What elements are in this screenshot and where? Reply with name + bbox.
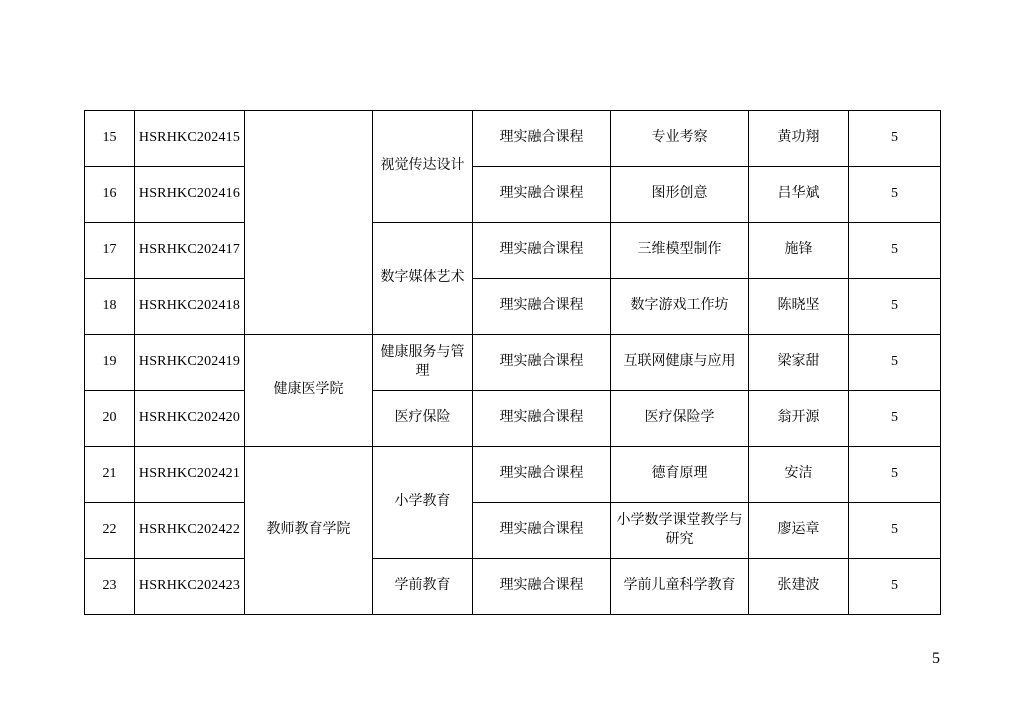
course-table-container bbox=[84, 110, 940, 615]
cell-credit: 5 bbox=[849, 559, 941, 615]
cell-code: HSRHKC202415 bbox=[135, 111, 245, 167]
cell-course-type: 理实融合课程 bbox=[473, 559, 611, 615]
cell-credit: 5 bbox=[849, 503, 941, 559]
cell-teacher: 梁家甜 bbox=[749, 335, 849, 391]
table-row bbox=[85, 279, 941, 335]
cell-course-name: 三维模型制作 bbox=[611, 223, 749, 279]
cell-department: 健康医学院 bbox=[245, 335, 373, 447]
table-row bbox=[85, 167, 941, 223]
cell-major: 视觉传达设计 bbox=[373, 111, 473, 223]
table-row bbox=[85, 335, 941, 391]
cell-course-name: 图形创意 bbox=[611, 167, 749, 223]
cell-course-type: 理实融合课程 bbox=[473, 335, 611, 391]
cell-code: HSRHKC202417 bbox=[135, 223, 245, 279]
cell-credit: 5 bbox=[849, 111, 941, 167]
cell-teacher: 黄功翔 bbox=[749, 111, 849, 167]
cell-course-name: 小学数学课堂教学与研究 bbox=[611, 503, 749, 559]
cell-major: 数字媒体艺术 bbox=[373, 223, 473, 335]
cell-course-type: 理实融合课程 bbox=[473, 167, 611, 223]
cell-code: HSRHKC202422 bbox=[135, 503, 245, 559]
cell-index: 18 bbox=[85, 279, 135, 335]
cell-course-type: 理实融合课程 bbox=[473, 447, 611, 503]
cell-credit: 5 bbox=[849, 391, 941, 447]
table-row bbox=[85, 559, 941, 615]
cell-index: 22 bbox=[85, 503, 135, 559]
cell-code: HSRHKC202423 bbox=[135, 559, 245, 615]
cell-index: 17 bbox=[85, 223, 135, 279]
cell-major: 小学教育 bbox=[373, 447, 473, 559]
cell-major: 医疗保险 bbox=[373, 391, 473, 447]
cell-teacher: 张建波 bbox=[749, 559, 849, 615]
cell-department bbox=[245, 111, 373, 335]
cell-course-type: 理实融合课程 bbox=[473, 111, 611, 167]
cell-teacher: 安洁 bbox=[749, 447, 849, 503]
cell-index: 19 bbox=[85, 335, 135, 391]
cell-credit: 5 bbox=[849, 167, 941, 223]
page-number: 5 bbox=[932, 650, 940, 667]
cell-code: HSRHKC202416 bbox=[135, 167, 245, 223]
table-row bbox=[85, 391, 941, 447]
cell-credit: 5 bbox=[849, 335, 941, 391]
cell-major: 健康服务与管理 bbox=[373, 335, 473, 391]
cell-index: 15 bbox=[85, 111, 135, 167]
cell-major: 学前教育 bbox=[373, 559, 473, 615]
cell-department: 教师教育学院 bbox=[245, 447, 373, 615]
cell-index: 20 bbox=[85, 391, 135, 447]
cell-teacher: 吕华斌 bbox=[749, 167, 849, 223]
cell-course-type: 理实融合课程 bbox=[473, 223, 611, 279]
cell-course-name: 互联网健康与应用 bbox=[611, 335, 749, 391]
cell-teacher: 廖运章 bbox=[749, 503, 849, 559]
cell-code: HSRHKC202421 bbox=[135, 447, 245, 503]
cell-teacher: 施锋 bbox=[749, 223, 849, 279]
cell-course-name: 学前儿童科学教育 bbox=[611, 559, 749, 615]
cell-index: 16 bbox=[85, 167, 135, 223]
table-row bbox=[85, 111, 941, 167]
cell-index: 21 bbox=[85, 447, 135, 503]
cell-credit: 5 bbox=[849, 279, 941, 335]
cell-course-name: 德育原理 bbox=[611, 447, 749, 503]
table-row bbox=[85, 447, 941, 503]
cell-teacher: 翁开源 bbox=[749, 391, 849, 447]
table-row bbox=[85, 223, 941, 279]
cell-teacher: 陈晓坚 bbox=[749, 279, 849, 335]
cell-code: HSRHKC202419 bbox=[135, 335, 245, 391]
cell-code: HSRHKC202418 bbox=[135, 279, 245, 335]
cell-credit: 5 bbox=[849, 223, 941, 279]
cell-course-name: 专业考察 bbox=[611, 111, 749, 167]
cell-code: HSRHKC202420 bbox=[135, 391, 245, 447]
course-table bbox=[84, 110, 941, 615]
cell-index: 23 bbox=[85, 559, 135, 615]
cell-course-name: 数字游戏工作坊 bbox=[611, 279, 749, 335]
table-row bbox=[85, 503, 941, 559]
cell-course-type: 理实融合课程 bbox=[473, 503, 611, 559]
cell-course-type: 理实融合课程 bbox=[473, 279, 611, 335]
cell-course-name: 医疗保险学 bbox=[611, 391, 749, 447]
cell-course-type: 理实融合课程 bbox=[473, 391, 611, 447]
cell-credit: 5 bbox=[849, 447, 941, 503]
